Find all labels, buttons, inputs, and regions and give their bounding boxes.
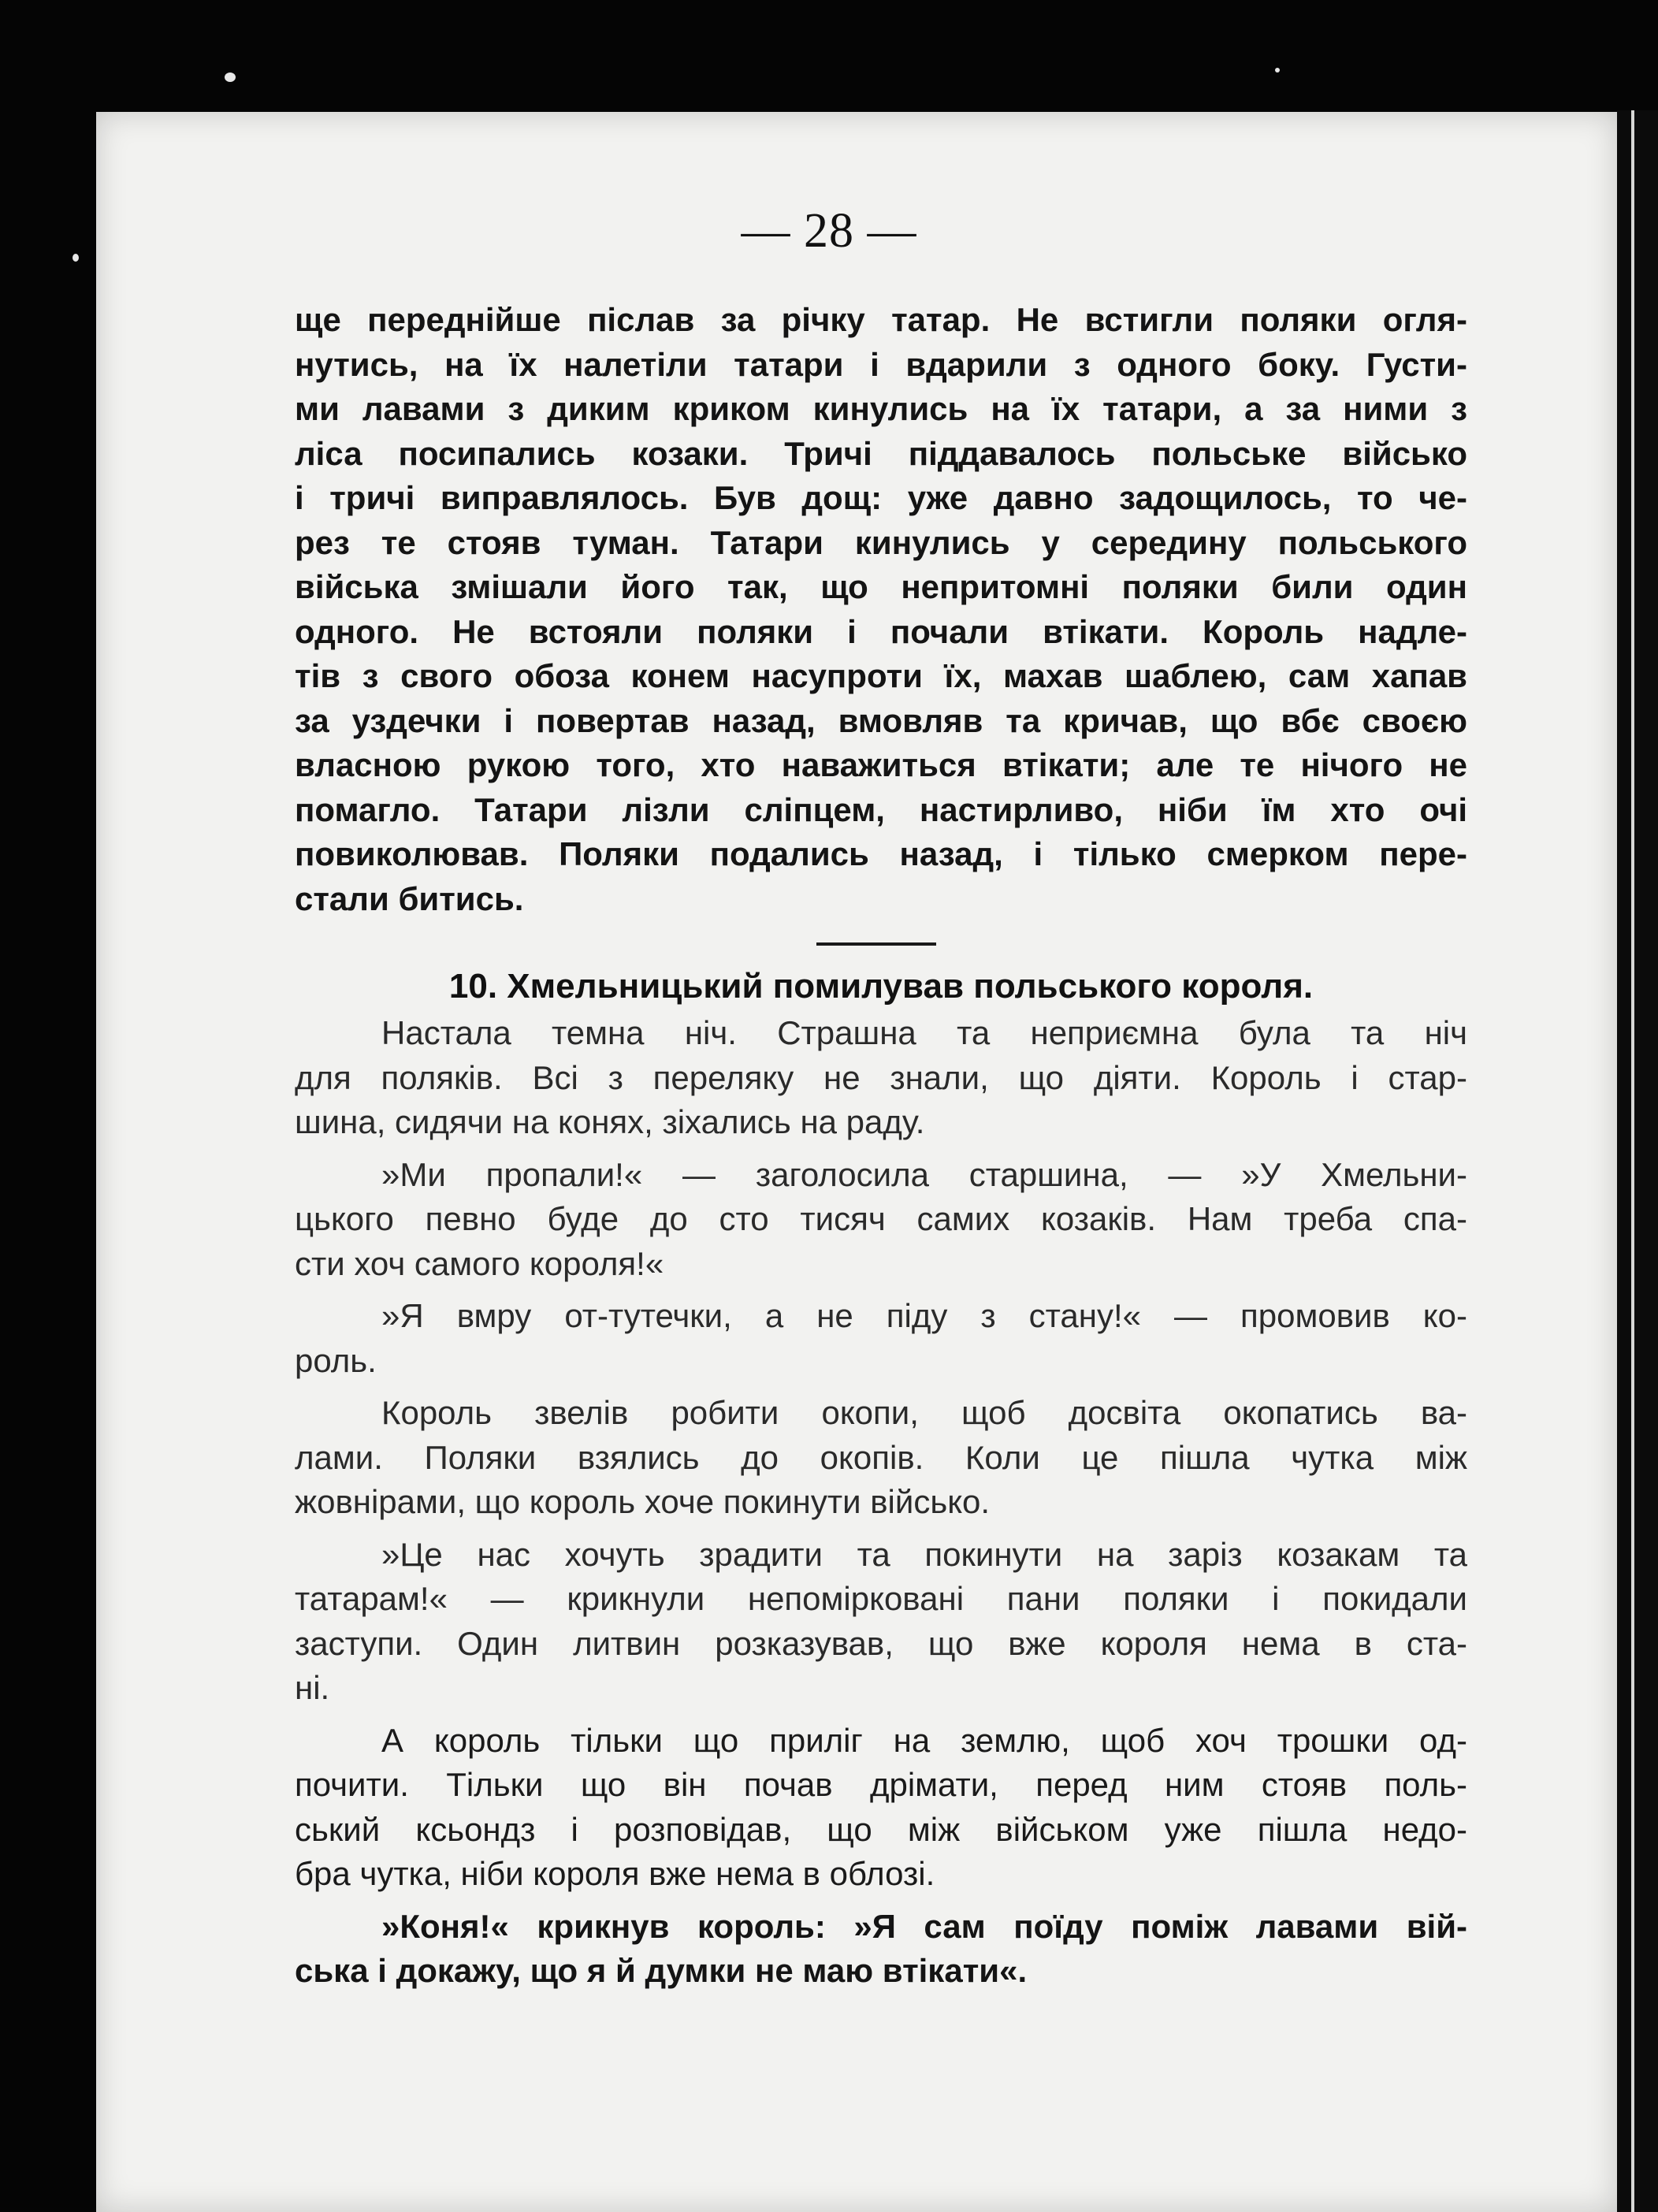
paragraph — [295, 1905, 1467, 1994]
page-edge-shadow — [1617, 110, 1658, 2212]
text-line: ми лавами з диким криком кинулись на їх татари, а за ними з — [295, 390, 1467, 427]
text-line: за уздечки і повертав назад, вмовляв та кричав, що вбє своєю — [295, 701, 1467, 739]
text-line: роль. — [295, 1341, 377, 1379]
paragraph — [295, 1294, 1467, 1383]
text-line: тів з свого обоза конем насупроти їх, махав шаблею, сам хапав — [295, 657, 1467, 694]
text-line: цького певно буде до сто тисяч самих козаків. Нам треба спа- — [295, 1200, 1467, 1237]
section-separator — [816, 942, 936, 946]
section-1-text — [295, 298, 1467, 921]
paragraph — [295, 1391, 1467, 1525]
text-line: одного. Не встояли поляки і почали втікати. Король надле- — [295, 612, 1467, 650]
scan-speck — [225, 72, 236, 82]
text-line: повиколював. Поляки подались назад, і тілько смерком пере- — [295, 835, 1467, 872]
text-line: власною рукою того, хто наважиться втікати; але те нічого не — [295, 746, 1467, 783]
text-line: жовнірами, що король хоче покинути військо. — [295, 1483, 991, 1520]
text-line: помагло. Татари лізли сліпцем, настирливо, ніби їм хто очі — [295, 790, 1467, 828]
paragraph — [295, 1719, 1467, 1897]
text-line: »Це нас хочуть зрадити та покинути на заріз козакам та — [381, 1535, 1467, 1573]
paragraph — [295, 1153, 1467, 1287]
next-page-edge — [1631, 110, 1634, 2212]
scan-speck — [72, 254, 79, 262]
text-line: ні. — [295, 1669, 330, 1706]
text-line: лами. Поляки взялись до окопів. Коли це пішла чутка між — [295, 1438, 1467, 1476]
text-line: шина, сидячи на конях, зіхались на раду. — [295, 1103, 925, 1140]
text-line: заступи. Один литвин розказував, що вже короля нема в ста- — [295, 1624, 1467, 1662]
text-line: війська змішали його так, що непритомні поляки били один — [295, 568, 1467, 605]
text-line: і тричі виправлялось. Був дощ: уже давно задощилось, то че- — [295, 479, 1467, 516]
text-line: сти хоч самого короля!« — [295, 1244, 664, 1282]
page-number: — 28 — — [741, 204, 917, 258]
text-line: для поляків. Всі з переляку не знали, що діяти. Король і стар- — [295, 1058, 1467, 1096]
scan-speck — [1275, 68, 1280, 72]
text-line: »Ми пропали!« — заголосила старшина, — »У Хмельни- — [381, 1155, 1467, 1193]
section-2-text — [295, 1011, 1467, 1994]
section-heading: 10. Хмельницький помилував польського короля. — [448, 967, 1314, 1006]
text-line: стали битись. — [295, 879, 524, 917]
text-line: Король звелів робити окопи, щоб досвіта окопатись ва- — [381, 1394, 1467, 1431]
text-line: рез те стояв туман. Татари кинулись у середину польського — [295, 523, 1467, 561]
text-line: нутись, на їх налетіли татари і вдарили з одного боку. Густи- — [295, 345, 1467, 383]
text-line: Настала темна ніч. Страшна та неприємна була та ніч — [381, 1014, 1467, 1051]
text-line: ська і докажу, що я й думки не маю втікати«. — [295, 1952, 1028, 1989]
text-line: ський ксьондз і розповідав, що між військом уже пішла недо- — [295, 1810, 1467, 1848]
text-line: А король тільки що приліг на землю, щоб хоч трошки од- — [381, 1721, 1467, 1759]
text-line: »Я вмру от-тутечки, а не піду з стану!« — промовив ко- — [381, 1297, 1467, 1334]
paragraph — [295, 1011, 1467, 1145]
paragraph — [295, 1533, 1467, 1711]
text-line: »Коня!« крикнув король: »Я сам поїду поміж лавами вій- — [381, 1907, 1467, 1945]
text-line: татарам!« — крикнули непоміркованi пани поляки і покидали — [295, 1580, 1467, 1617]
text-line: почити. Тільки що він почав дрімати, перед ним стояв поль- — [295, 1766, 1467, 1803]
text-line: бра чутка, ніби короля вже нема в облозі. — [295, 1855, 935, 1892]
text-line: ліса посипались козаки. Тричі піддавалось польське військо — [295, 434, 1467, 472]
text-line: ще переднійше післав за річку татар. Не встигли поляки огля- — [295, 301, 1467, 338]
